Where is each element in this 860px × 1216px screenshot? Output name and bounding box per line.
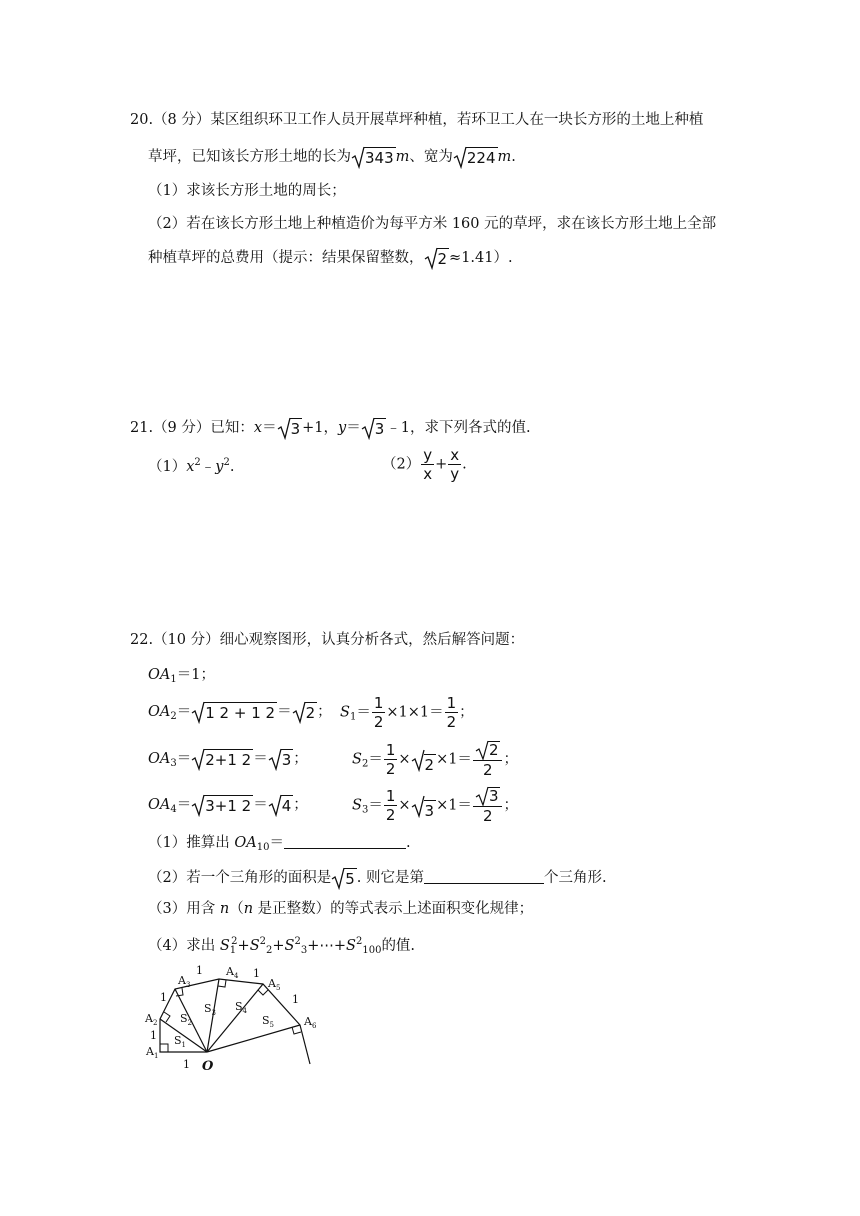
label-s5: $S_5$ (262, 1014, 275, 1029)
sqrt-2: 2 (424, 246, 450, 270)
label-a3: $A_3$ (178, 974, 191, 989)
sqrt-2-s2: 2 (411, 748, 437, 772)
answer-blank-triangle-number[interactable] (424, 869, 544, 884)
fraction-half: $\frac{1}{2}$ (373, 694, 384, 731)
sqrt-oa2-expr: 1 2 + 1 2 (191, 700, 277, 724)
q22-oa2: $OA_2=$ 1 2 + 1 2 ＝ 2 ； (148, 700, 332, 727)
sqrt-oa3-expr: 2+1 2 (191, 747, 253, 771)
q20-part2-line2: 种植草坪的总费用（提示：结果保留整数， 2 ≈1.41）. (148, 246, 513, 270)
length-label-left: 1 (150, 1029, 157, 1042)
q20-part2-line1: （2）若在该长方形土地上种植造价为每平方米 160 元的草坪，求在该长方形土地上全部 (148, 216, 717, 232)
sqrt-3-s3: 3 (411, 794, 437, 818)
sqrt-3-y: 3 (361, 416, 387, 440)
right-angle-a2 (164, 1012, 170, 1022)
fraction-x-over-y: $\frac{x}{y}$ (450, 446, 460, 483)
q22-head: 22.（10 分）细心观察图形，认真分析各式，然后解答问题： (130, 632, 525, 648)
label-s1: $S_1$ (174, 1034, 187, 1049)
q22-s3: $S_3=$ $\frac{1}{2}$ × 3 ×1＝ $\frac{3}{2}$ ； (352, 787, 518, 825)
q20-line2: 草坪，已知该长方形土地的长为 343 m、宽为 224 m. (148, 145, 516, 169)
q21-head: 21.（9 分）已知：x＝ 3 +1，y＝ 3 ﹣1，求下列各式的值. (130, 416, 531, 440)
q20-line1: 20.（8 分）某区组织环卫工作人员开展草坪种植，若环卫工人在一块长方形的土地上种植 (130, 112, 704, 128)
q20-part1: （1）求该长方形土地的周长； (148, 183, 346, 199)
fraction-y-over-x: $\frac{y}{x}$ (423, 446, 433, 483)
sqrt-2-oa2: 2 (292, 700, 318, 724)
label-a4: $A_4$ (226, 965, 239, 980)
q22-part3: （3）用含 n（n 是正整数）的等式表示上述面积变化规律； (148, 901, 534, 917)
length-label-a2a3: 1 (160, 991, 167, 1004)
q21-part1: $(1)x^2﹣y^2$. (148, 457, 235, 475)
label-s4: $S_4$ (235, 1000, 248, 1015)
right-angle-a6 (292, 1027, 301, 1034)
sqrt-4-oa4: 4 (268, 793, 294, 817)
label-a6: $A_6$ (304, 1015, 317, 1030)
length-label-a3a4: 1 (196, 964, 203, 977)
q22-part4: （4）求出 $S_1^2+S^2_2+S^2_3+\cdots+S^2_{100}$的值. (148, 936, 416, 956)
label-s3: $S_3$ (204, 1002, 217, 1017)
sqrt-2-num: 2 (475, 740, 501, 760)
fraction-sqrt2-over-2: $\frac{2}{2}$ (473, 740, 503, 779)
answer-blank-oa10[interactable] (284, 834, 406, 849)
sqrt-5: 5 (331, 866, 357, 890)
label-a5: $A_5$ (268, 977, 281, 992)
sqrt-3-oa3: 3 (268, 747, 294, 771)
q22-part1: （1）推算出 $OA_{10}=$ . (148, 835, 411, 853)
q22-part2: （2）若一个三角形的面积是 5 . 则它是第 个三角形. (148, 866, 607, 890)
label-a2: $A_2$ (145, 1012, 158, 1027)
label-s2: $S_2$ (180, 1012, 193, 1027)
length-label-a4a5: 1 (253, 967, 260, 980)
q22-s2: $S_2=$ $\frac{1}{2}$ × 2 ×1＝ $\frac{2}{2}$ ； (352, 741, 518, 779)
fraction-half: $\frac{1}{2}$ (385, 741, 396, 778)
radius-oa5 (207, 984, 263, 1052)
square-root-spiral-figure (140, 962, 340, 1074)
sqrt-3-x: 3 (277, 416, 303, 440)
q22-oa4: $OA_4=$ 3+1 2 ＝ 4 ； (148, 793, 308, 820)
label-origin-o: O (202, 1059, 214, 1074)
q21-part2: （2） $\frac{y}{x}$ + $\frac{x}{y}$ . (382, 446, 467, 483)
right-angle-a5 (258, 990, 268, 995)
sqrt-3-num: 3 (475, 786, 501, 806)
label-a1: $A_1$ (146, 1045, 159, 1060)
fraction-half-result: $\frac{1}{2}$ (446, 694, 457, 731)
sqrt-oa4-expr: 3+1 2 (191, 793, 253, 817)
sqrt-224: 224 (453, 145, 498, 169)
fraction-sqrt3-over-2: $\frac{3}{2}$ (473, 786, 503, 825)
fraction-half: $\frac{1}{2}$ (385, 787, 396, 824)
radius-oa6 (207, 1025, 300, 1052)
q22-s1: $S_1=$ $\frac{1}{2}$ ×1×1＝ $\frac{1}{2}$ ； (340, 694, 474, 731)
sqrt-343: 343 (351, 145, 396, 169)
q22-oa1: $OA_1=1$； (148, 667, 215, 685)
q22-oa3: $OA_3=$ 2+1 2 ＝ 3 ； (148, 747, 308, 774)
length-label-a5a6: 1 (292, 993, 299, 1006)
right-angle-a1 (160, 1044, 168, 1052)
length-label-bottom: 1 (183, 1058, 190, 1071)
